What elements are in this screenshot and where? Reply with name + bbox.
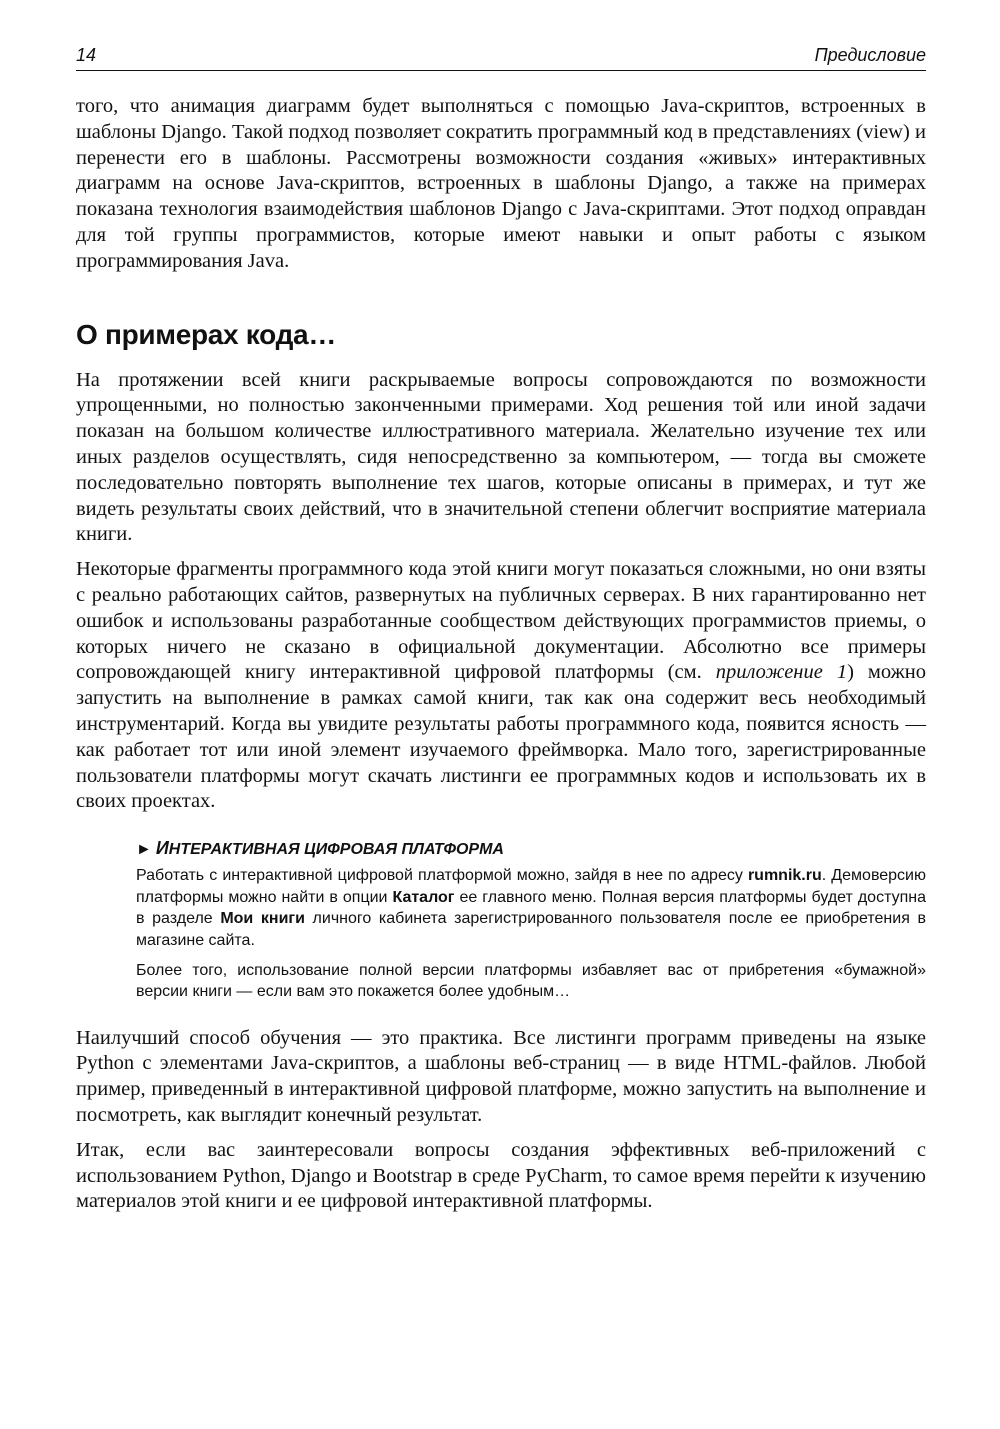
paragraph-continuation: того, что анимация диаграмм будет выполняться с помощью Java-скриптов, встроенных в шаблоны Django. Такой подход позволяет сократить программный код в представлениях (view) и перенести его в шаблоны. Рассмотрены возможности создания «живых» интерактивных диаграмм на основе Java-скриптов, встроенных в шаблоны Django, а также на примерах показана технология взаимодействия шаблонов Django с Java-скриптами. Этот подход оправдан для той группы программистов, которые имеют навыки и опыт работы с языком программирования Java. [76,95,926,272]
note-paragraph: Более того, использование полной версии платформы избавляет вас от прибретения «бумажной» версии книги — если вам это покажется более удобным… [136,961,926,1001]
note-title [136,838,926,860]
note-text: Работать с интерактивной цифровой платформой можно, зайдя в нее по адресу [136,867,748,885]
paragraph-conclusion: Итак, если вас заинтересовали вопросы создания эффективных веб-приложений с использованием Python, Django и Bootstrap в среде PyCharm, то самое время перейти к изучению материалов этой книги и ее цифровой интерактивной платформы. [76,1138,926,1213]
appendix-reference: приложение 1 [715,661,848,684]
note-title-rest: НТЕРАКТИВНАЯ ЦИФРОВАЯ ПЛАТФОРМА [168,841,504,859]
platform-note [136,838,926,1003]
chapter-title: Предисловие [814,45,926,65]
note-text: личного кабинета зарегистрированного пользователя после ее приобретения в магазине сайта. [136,910,927,949]
paragraph-text: ) можно запустить на выполнение в рамках самой книги, так как она содержит весь необходимый инструментарий. Когда вы увидите результаты работы программного кода, появится ясность — как работает тот или иной элемент изучаемого фреймворка. Мало того, зарегистрированные пользователи платформы могут скачать листинги ее программных кодов и использовать их в своих проектах. [76,661,926,813]
my-books-ref: Мои книги [220,910,305,928]
note-title-initial: И [155,838,169,859]
site-link[interactable]: rumnik.ru [747,867,822,885]
section-heading: О примерах кода… [76,318,337,350]
paragraph-examples-intro: На протяжении всей книги раскрываемые вопросы сопровождаются по возможности упрощенными, но полностью законченными примерами. Ход решения той или иной задачи показан на большом количестве иллюстративного материала. Желательно изучение тех или иных разделов осуществлять, сидя непосредственно за компьютером, — тогда вы сможете последовательно повторять выполнение тех шагов, которые описаны в примерах, и тут же видеть результаты своих действий, что в значительной степени облегчит восприятие материала книги. [76,368,926,546]
paragraph-code-fragments [76,557,926,815]
note-paragraph [136,865,926,951]
book-page [76,40,926,1215]
catalog-menu-ref: Каталог [392,888,455,906]
paragraph-practice: Наилучший способ обучения — это практика. Все листинги программ приведены на языке Python с элементами Java-скриптов, а шаблоны веб-страниц — в виде HTML-файлов. Любой пример, приведенный в интерактивной цифровой платформе, можно запустить на выполнение и посмотреть, как выглядит конечный результат. [76,1026,926,1127]
arrow-right-icon: ► [136,841,152,859]
running-header [76,40,926,71]
paragraph-text: Некоторые фрагменты программного кода этой книги могут показаться сложными, но они взяты с реально работающих сайтов, развернутых на публичных серверах. В них гарантированно нет ошибок и использованы разработанные сообществом действующих программистов приемы, о которых ничего не сказано в официальной документации. Абсолютно все примеры сопровождающей книгу интерактивной цифровой платформы (см. [76,558,926,684]
page-number: 14 [76,45,97,65]
note-text: ее главного меню. Полная версия платформы будет доступна в разделе [136,888,926,928]
note-text: . Демоверсию платформы можно найти в опции [136,867,926,906]
